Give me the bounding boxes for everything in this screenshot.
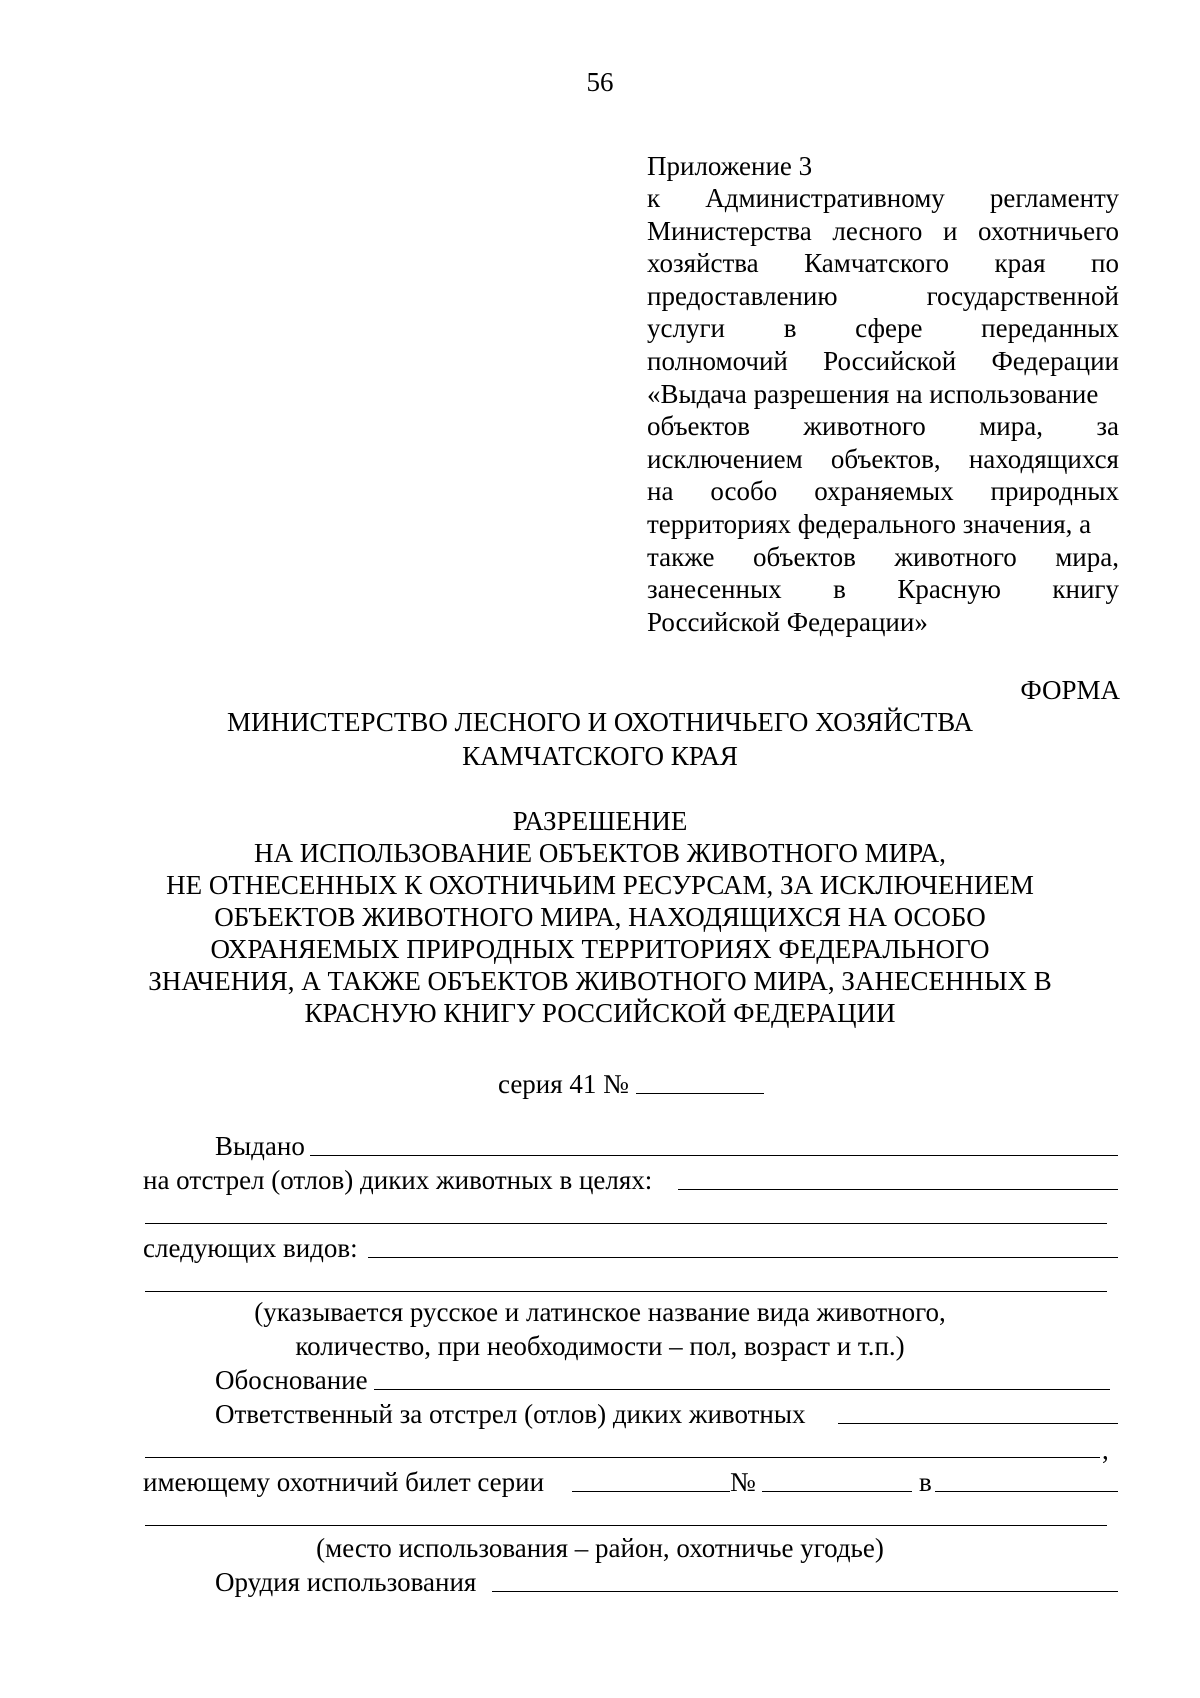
issued-label: Выдано xyxy=(215,1131,305,1161)
tools-label: Орудия использования xyxy=(215,1567,477,1597)
appendix-word: Красную xyxy=(897,574,1001,605)
appendix-line xyxy=(647,443,1119,475)
appendix-word: к xyxy=(647,183,661,213)
appendix-line xyxy=(647,280,1119,312)
appendix-word: территориях федерального значения, а xyxy=(647,509,1092,539)
appendix-word: Камчатского xyxy=(804,248,950,279)
series-label: серия 41 № xyxy=(498,1069,629,1099)
appendix-word: хозяйства xyxy=(647,248,759,279)
species-field-continued[interactable] xyxy=(145,1291,1107,1292)
permit-title-line: НА ИСПОЛЬЗОВАНИЕ ОБЪЕКТОВ ЖИВОТНОГО МИРА, xyxy=(254,838,946,868)
appendix-word: на xyxy=(647,476,674,507)
responsible-field[interactable] xyxy=(838,1423,1118,1424)
appendix-word: лесного xyxy=(832,215,923,246)
ticket-series-field[interactable] xyxy=(572,1491,730,1492)
appendix-line xyxy=(647,606,928,638)
issued-field[interactable] xyxy=(310,1155,1118,1156)
responsible-field-continued[interactable] xyxy=(145,1457,1100,1458)
appendix-word: Российской xyxy=(823,346,957,376)
appendix-word: сфере xyxy=(855,313,923,344)
ticket-number-sign: № xyxy=(730,1467,756,1497)
appendix-word: животного xyxy=(894,541,1017,572)
justification-field[interactable] xyxy=(374,1389,1110,1390)
appendix-title: Приложение 3 xyxy=(647,151,813,181)
purpose-field-continued[interactable] xyxy=(145,1223,1107,1224)
appendix-word: животного xyxy=(803,411,926,442)
appendix-word: исключением xyxy=(647,443,803,474)
ticket-label: имеющему охотничий билет серии xyxy=(143,1467,545,1497)
appendix-line xyxy=(647,378,1098,410)
place-note: (место использования – район, охотничье угодье) xyxy=(316,1533,884,1563)
appendix-word: «Выдача разрешения на использование xyxy=(647,378,1099,409)
appendix-word: также xyxy=(647,541,715,572)
appendix-word: мира, xyxy=(979,411,1043,442)
appendix-word: книгу xyxy=(1052,574,1119,605)
page-number: 56 xyxy=(586,67,614,97)
justification-label: Обоснование xyxy=(215,1365,368,1395)
ticket-issuer-field[interactable] xyxy=(935,1491,1118,1492)
purpose-label: на отстрел (отлов) диких животных в целях: xyxy=(143,1165,653,1195)
appendix-word: Министерства xyxy=(647,215,812,246)
appendix-word: объектов, xyxy=(830,443,941,474)
permit-title-line: ЗНАЧЕНИЯ, А ТАКЖЕ ОБЪЕКТОВ ЖИВОТНОГО МИРА, ЗАНЕСЕННЫХ В xyxy=(148,966,1052,996)
ministry-name-line-2: КАМЧАТСКОГО КРАЯ xyxy=(462,741,738,771)
ministry-name-line-1: МИНИСТЕРСТВО ЛЕСНОГО И ОХОТНИЧЬЕГО ХОЗЯЙСТВА xyxy=(226,707,974,737)
ticket-number-field[interactable] xyxy=(762,1491,912,1492)
purpose-field[interactable] xyxy=(678,1189,1118,1190)
appendix-word: мира, xyxy=(1055,541,1119,572)
appendix-word: в xyxy=(783,313,797,344)
appendix-line xyxy=(647,345,1119,377)
appendix-word: переданных xyxy=(981,313,1119,344)
appendix-line xyxy=(647,475,1119,507)
appendix-word: по xyxy=(1091,248,1119,279)
species-note-line-1: (указывается русское и латинское название вида животного, xyxy=(254,1297,946,1327)
appendix-word: находящихся xyxy=(968,443,1119,474)
appendix-word: края xyxy=(994,248,1046,279)
species-label: следующих видов: xyxy=(143,1233,358,1263)
appendix-word: охраняемых xyxy=(814,476,954,507)
appendix-line xyxy=(647,312,1119,344)
appendix-line xyxy=(647,182,1119,214)
tools-field[interactable] xyxy=(492,1591,1118,1592)
appendix-line xyxy=(647,508,1091,540)
permit-title-line: ОБЪЕКТОВ ЖИВОТНОГО МИРА, НАХОДЯЩИХСЯ НА ОСОБО xyxy=(214,902,986,932)
appendix-word: природных xyxy=(990,476,1119,507)
appendix-word: за xyxy=(1096,411,1119,442)
appendix-word: охотничьего xyxy=(978,215,1119,246)
species-field[interactable] xyxy=(368,1257,1118,1258)
appendix-word: Федерации xyxy=(991,346,1119,376)
appendix-line xyxy=(647,410,1119,442)
appendix-line xyxy=(647,247,1119,279)
appendix-word: регламенту xyxy=(989,183,1119,213)
appendix-line xyxy=(647,573,1119,605)
appendix-word: особо xyxy=(710,476,778,507)
appendix-word: услуги xyxy=(647,313,725,344)
appendix-word: предоставлению xyxy=(647,280,838,311)
form-label: ФОРМА xyxy=(1020,675,1120,705)
series-number-field[interactable] xyxy=(636,1093,764,1094)
responsible-label: Ответственный за отстрел (отлов) диких животных xyxy=(215,1399,806,1429)
appendix-word: занесенных xyxy=(647,574,782,605)
appendix-word: Административному xyxy=(705,183,945,213)
appendix-line xyxy=(647,541,1119,573)
permit-title-line: НЕ ОТНЕСЕННЫХ К ОХОТНИЧЬИМ РЕСУРСАМ, ЗА ИСКЛЮЧЕНИЕМ xyxy=(166,870,1034,900)
appendix-word: Российской Федерации» xyxy=(647,606,928,637)
appendix-word: и xyxy=(942,215,958,246)
appendix-word: объектов xyxy=(752,541,856,572)
appendix-word: полномочий xyxy=(647,346,788,376)
place-field[interactable] xyxy=(145,1525,1107,1526)
species-note-line-2: количество, при необходимости – пол, возраст и т.п.) xyxy=(295,1331,905,1361)
permit-title: РАЗРЕШЕНИЕ xyxy=(512,806,688,836)
permit-title-line: КРАСНУЮ КНИГУ РОССИЙСКОЙ ФЕДЕРАЦИИ xyxy=(304,998,896,1028)
appendix-word: в xyxy=(833,574,846,605)
ticket-in-label: в xyxy=(919,1467,932,1497)
responsible-comma: , xyxy=(1102,1435,1109,1465)
appendix-line xyxy=(647,215,1119,247)
permit-title-line: ОХРАНЯЕМЫХ ПРИРОДНЫХ ТЕРРИТОРИЯХ ФЕДЕРАЛЬНОГО xyxy=(210,934,990,964)
appendix-word: объектов xyxy=(647,411,750,442)
appendix-word: государственной xyxy=(926,280,1119,311)
